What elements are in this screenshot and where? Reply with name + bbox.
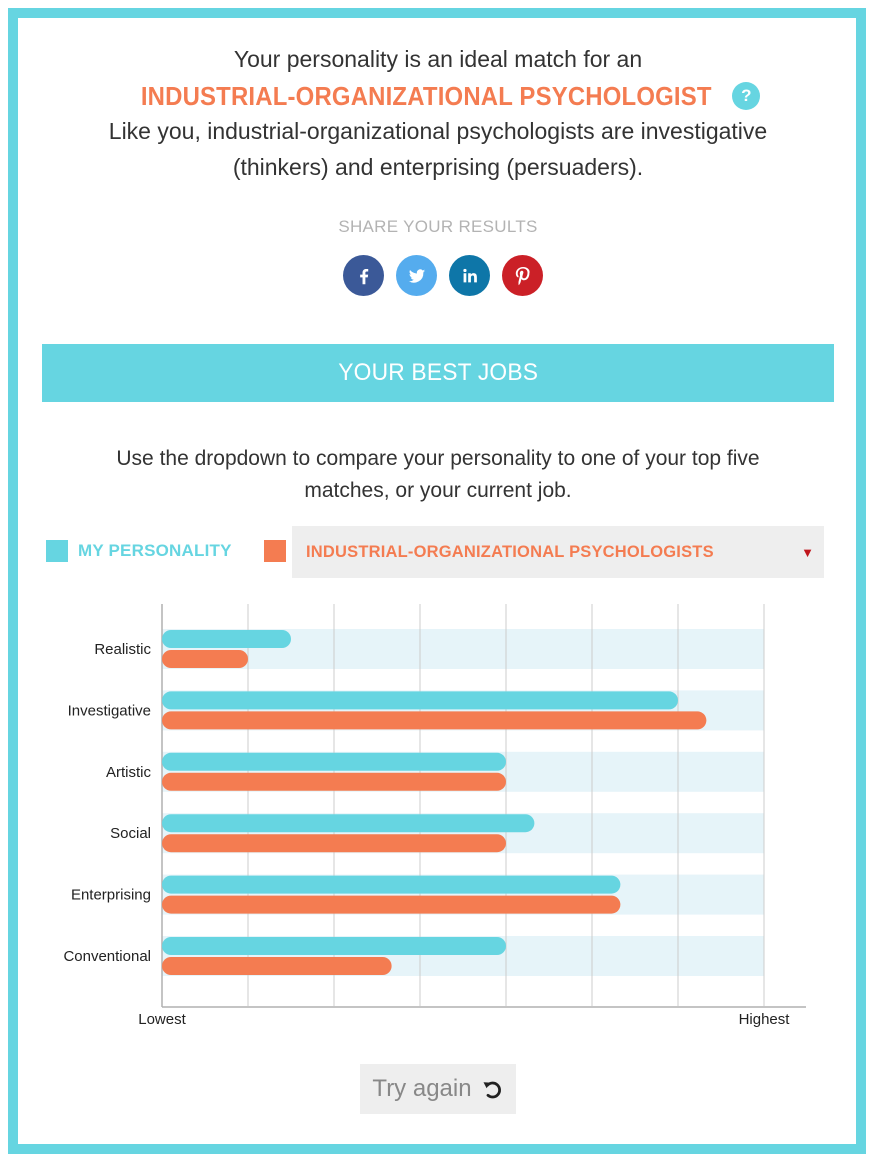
legend-my-personality-label: MY PERSONALITY — [78, 541, 232, 560]
bar-my-personality — [162, 753, 506, 771]
description-line-1: Like you, industrial-organizational psychologists are investigative — [108, 118, 768, 144]
bar-job — [162, 711, 706, 729]
axis-label-lowest: Lowest — [138, 1011, 186, 1028]
description-line-2: (thinkers) and enterprising (persuaders). — [232, 154, 644, 180]
category-label: Artistic — [106, 763, 151, 781]
bar-my-personality — [162, 814, 534, 832]
share-results-label: SHARE YOUR RESULTS — [338, 217, 538, 236]
instructions-line-1: Use the dropdown to compare your personality to one of your top five — [116, 447, 760, 470]
help-icon[interactable]: ? — [732, 82, 760, 110]
refresh-icon — [480, 1077, 504, 1101]
bar-my-personality — [162, 630, 291, 648]
bar-job — [162, 773, 506, 791]
try-again-button[interactable] — [360, 1064, 516, 1114]
bar-my-personality — [162, 937, 506, 955]
bar-job — [162, 896, 620, 914]
job-compare-select-value: INDUSTRIAL-ORGANIZATIONAL PSYCHOLOGISTS — [306, 542, 714, 561]
best-jobs-title: YOUR BEST JOBS — [338, 359, 538, 386]
bar-my-personality — [162, 876, 620, 894]
dropdown-arrow-icon[interactable]: ▼ — [801, 544, 814, 560]
bar-job — [162, 957, 392, 975]
instructions-line-2: matches, or your current job. — [304, 479, 572, 502]
category-label: Realistic — [94, 641, 151, 658]
category-label: Conventional — [63, 948, 151, 965]
try-again-label: Try again — [372, 1075, 472, 1102]
category-label: Enterprising — [70, 886, 151, 904]
category-label: Social — [110, 825, 151, 843]
intro-text: Your personality is an ideal match for an — [233, 46, 643, 72]
axis-label-highest: Highest — [738, 1011, 790, 1028]
bar-my-personality — [162, 691, 678, 709]
bar-job — [162, 650, 248, 668]
bar-job — [162, 834, 506, 852]
job-title[interactable]: INDUSTRIAL-ORGANIZATIONAL PSYCHOLOGIST — [140, 80, 712, 111]
category-label: Investigative — [67, 702, 151, 720]
